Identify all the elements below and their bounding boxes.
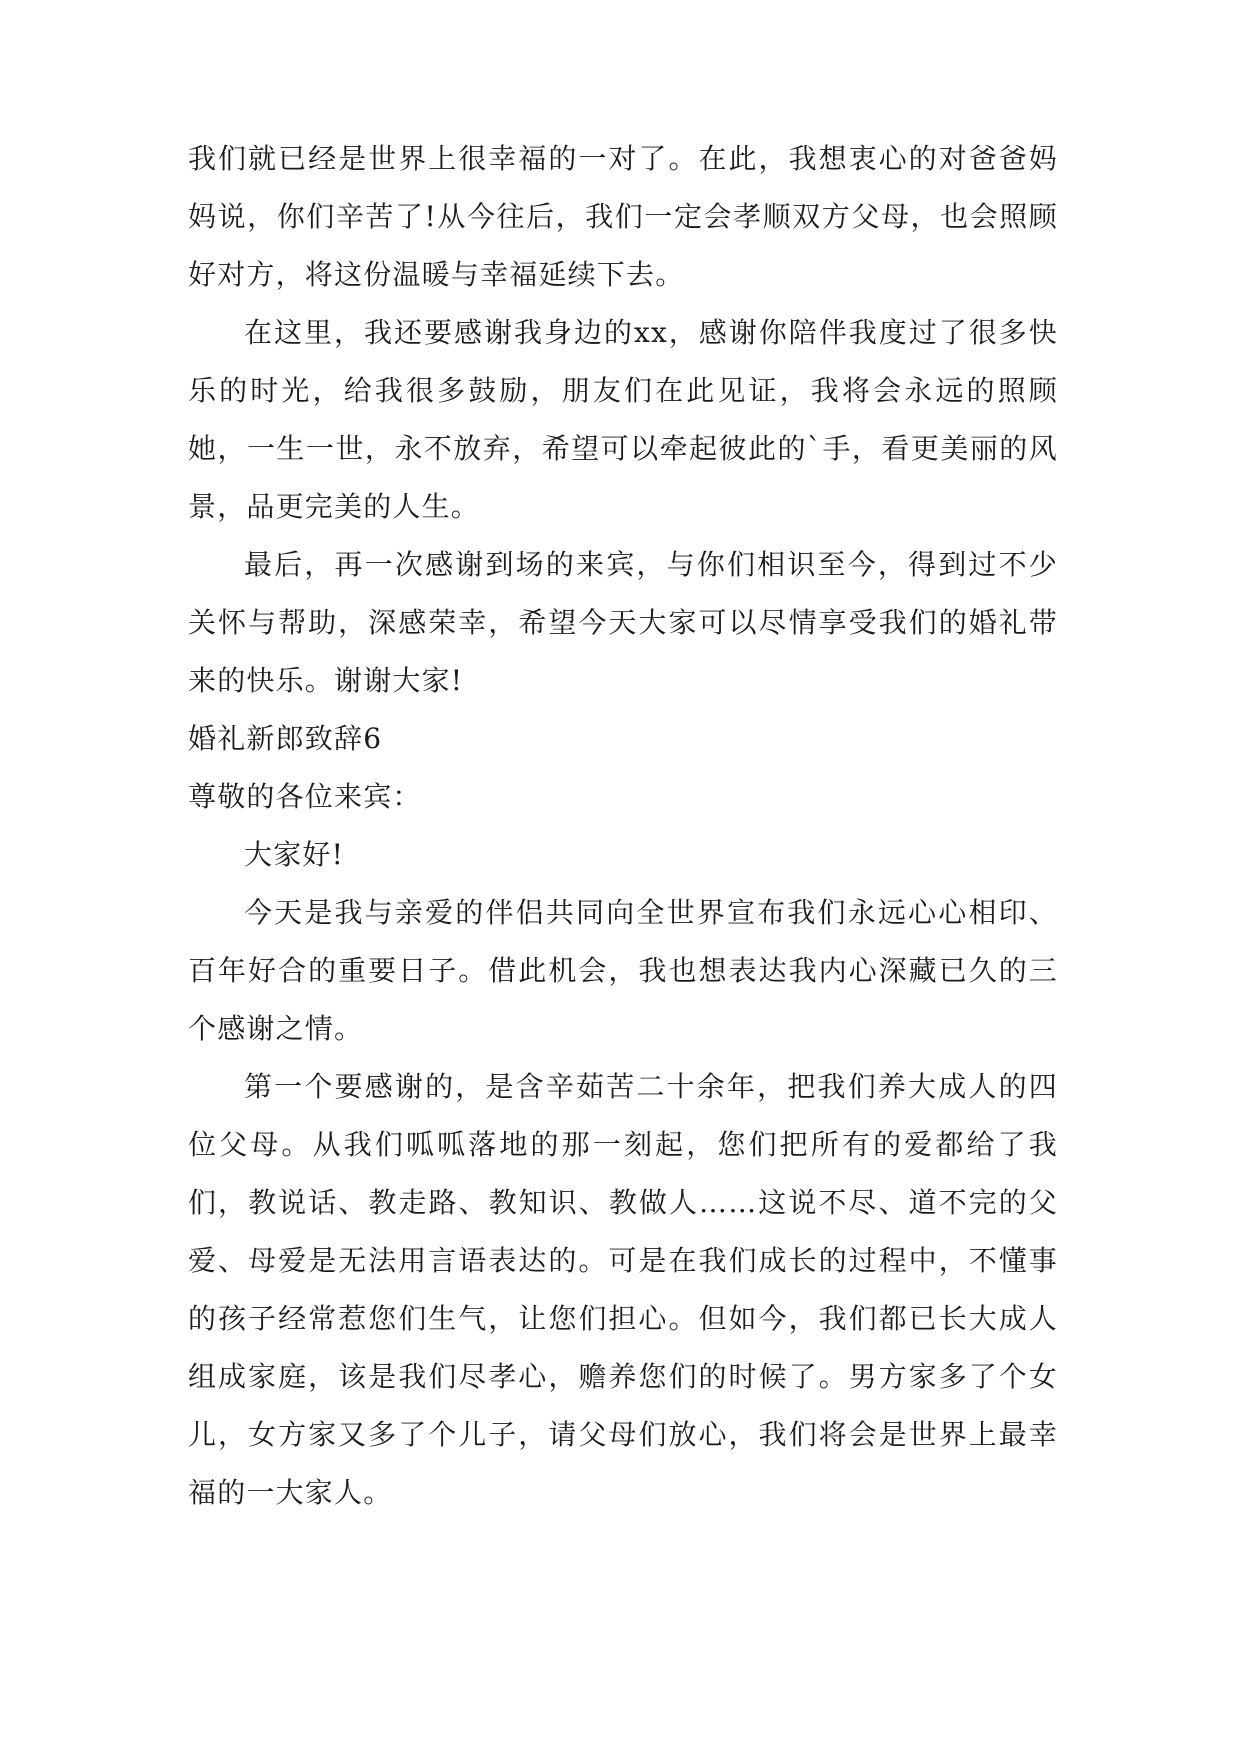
paragraph-thanks-partner: 在这里，我还要感谢我身边的xx，感谢你陪伴我度过了很多快乐的时光，给我很多鼓励，朋友们在此见证，我将会永远的照顾她，一生一世，永不放弃，希望可以牵起彼此的`手，看更美丽的风景，品更完美的人生。 <box>188 316 1058 523</box>
paragraph-thanks-guests: 最后，再一次感谢到场的来宾，与你们相识至今，得到过不少关怀与帮助，深感荣幸，希望今天大家可以尽情享受我们的婚礼带来的快乐。谢谢大家! <box>188 548 1058 697</box>
section-heading: 婚礼新郎致辞6 <box>188 722 383 755</box>
paragraph-first-thanks: 第一个要感谢的，是含辛茹苦二十余年，把我们养大成人的四位父母。从我们呱呱落地的那一刻起，您们把所有的爱都给了我们，教说话、教走路、教知识、教做人……这说不尽、道不完的父爱、母爱是无法用言语表达的。可是在我们成长的过程中，不懂事的孩子经常惹您们生气，让您们担心。但如今，我们都已长大成人组成家庭，该是我们尽孝心，赡养您们的时候了。男方家多了个女儿，女方家又多了个儿子，请父母们放心，我们将会是世界上最幸福的一大家人。 <box>188 1070 1058 1509</box>
greeting: 大家好! <box>244 838 345 871</box>
paragraph-announcement: 今天是我与亲爱的伴侣共同向全世界宣布我们永远心心相印、百年好合的重要日子。借此机会，我也想表达我内心深藏已久的三个感谢之情。 <box>188 896 1058 1045</box>
salutation: 尊敬的各位来宾： <box>188 780 422 813</box>
paragraph-continued-thanks-parents: 我们就已经是世界上很幸福的一对了。在此，我想衷心的对爸爸妈妈说，你们辛苦了!从今往后，我们一定会孝顺双方父母，也会照顾好对方，将这份温暖与幸福延续下去。 <box>188 142 1058 291</box>
document-body <box>188 130 1058 1522</box>
